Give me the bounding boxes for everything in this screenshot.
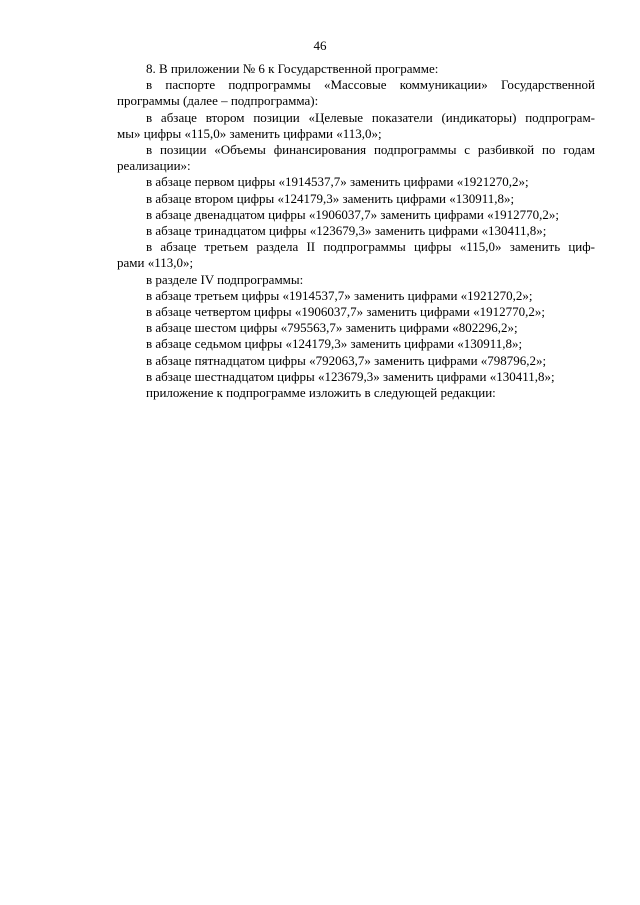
text-line: в абзаце третьем цифры «1914537,7» заменить цифрами «1921270,2»; <box>146 287 533 303</box>
text-line: в позиции «Объемы финансирования подпрограммы с разбивкой по годам <box>146 142 595 158</box>
text-line: в абзаце двенадцатом цифры «1906037,7» заменить цифрами «1912770,2»; <box>146 206 559 222</box>
text-line: в паспорте подпрограммы «Массовые коммуникации» Государственной <box>146 77 595 93</box>
section-heading: 8. В приложении № 6 к Государственной программе: <box>146 61 439 76</box>
text-line: программы (далее – подпрограмма): <box>117 93 319 109</box>
text-line: в абзаце седьмом цифры «124179,3» заменить цифрами «130911,8»; <box>146 336 523 352</box>
text-line: в абзаце втором цифры «124179,3» заменить цифрами «130911,8»; <box>146 190 515 206</box>
text-line: в абзаце шестом цифры «795563,7» заменить цифрами «802296,2»; <box>146 320 518 336</box>
text-line: в абзаце шестнадцатом цифры «123679,3» заменить цифрами «130411,8»; <box>146 368 555 384</box>
text-line: в абзаце первом цифры «1914537,7» заменить цифрами «1921270,2»; <box>146 174 529 190</box>
text-line: в абзаце втором позиции «Целевые показатели (индикаторы) подпрограм- <box>146 109 595 125</box>
page-number: 46 <box>313 38 327 53</box>
text-line: реализации»: <box>117 158 191 174</box>
text-line: рами «113,0»; <box>117 255 194 271</box>
text-line: мы» цифры «115,0» заменить цифрами «113,0»; <box>117 125 382 141</box>
text-line: в абзаце третьем раздела II подпрограммы цифры «115,0» заменить циф- <box>146 239 595 255</box>
text-line: в разделе IV подпрограммы: <box>146 271 304 287</box>
text-line: в абзаце тринадцатом цифры «123679,3» заменить цифрами «130411,8»; <box>146 223 547 239</box>
document-body <box>117 61 595 401</box>
text-line: в абзаце пятнадцатом цифры «792063,7» заменить цифрами «798796,2»; <box>146 352 547 368</box>
text-line: приложение к подпрограмме изложить в следующей редакции: <box>146 385 496 401</box>
text-line: в абзаце четвертом цифры «1906037,7» заменить цифрами «1912770,2»; <box>146 304 545 320</box>
